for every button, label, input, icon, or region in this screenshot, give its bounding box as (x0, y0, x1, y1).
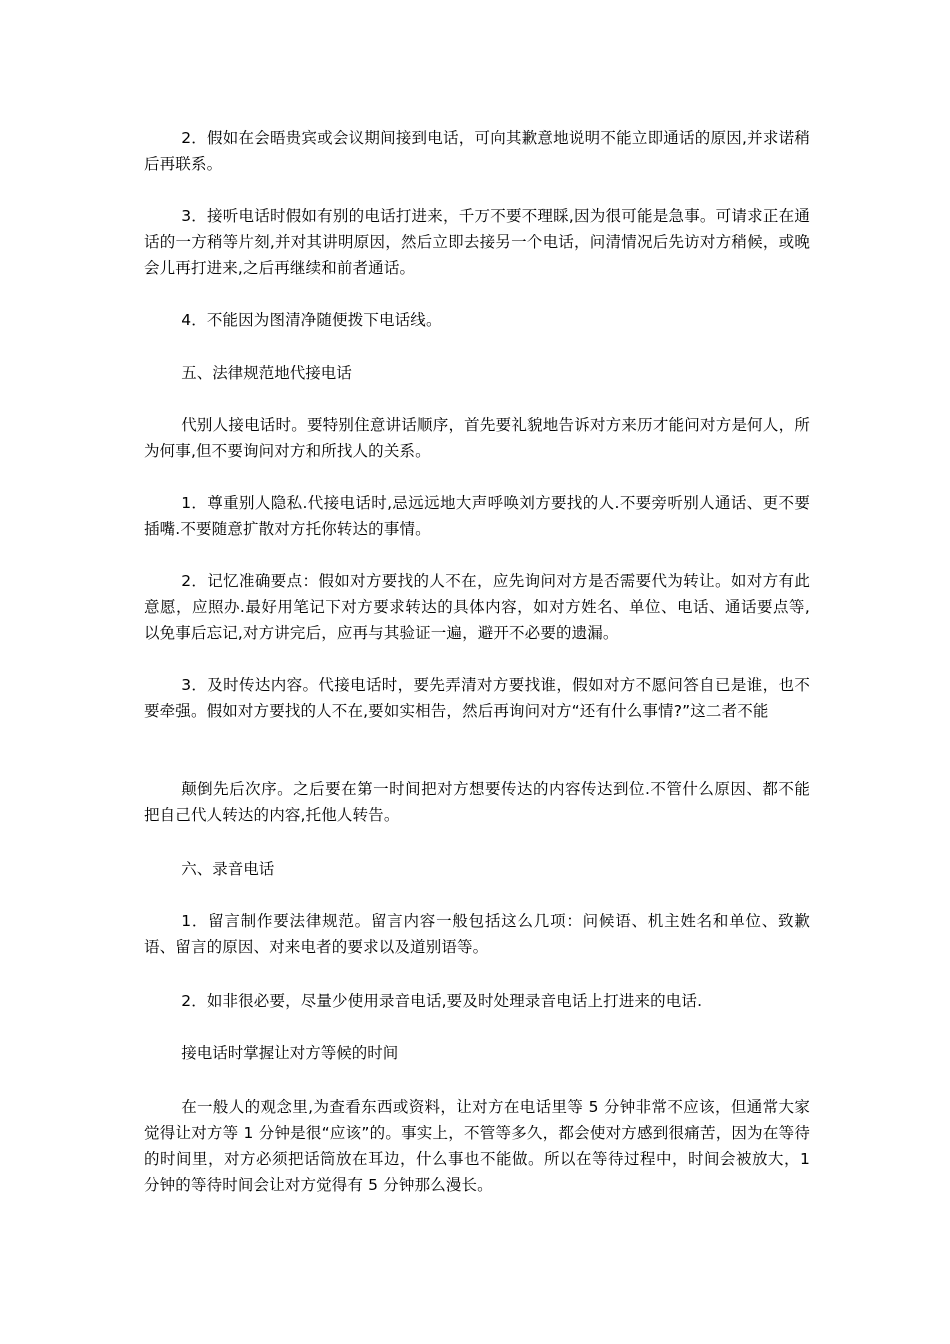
paragraph-item-2-meeting: 2．假如在会晤贵宾或会议期间接到电话，可向其歉意地说明不能立即通话的原因,并求诺稍后再联系。 (144, 129, 810, 173)
paragraph-waiting-time: 在一般人的观念里,为查看东西或资料，让对方在电话里等 5 分钟非常不应该，但通常大家觉得让对方等 1 分钟是很“应该”的。事实上，不管等多久，都会使对方感到很痛苦，因为在等待的时间里，对方必须把话筒放在耳边，什么事也不能做。所以在等待过程中，时间会被放大，1 分钟的等待时间会让对方觉得有 5 分钟那么漫长。 (144, 1098, 810, 1194)
section-heading-five: 五、法律规范地代接电话 (181, 364, 352, 382)
paragraph-proxy-order: 颠倒先后次序。之后要在第一时间把对方想要传达的内容传达到位.不管什么原因、都不能把自己代人转达的内容,托他人转告。 (144, 780, 810, 824)
paragraph-voicemail-usage: 2．如非很必要，尽量少使用录音电话,要及时处理录音电话上打进来的电话. (181, 992, 703, 1010)
paragraph-proxy-intro: 代别人接电话时。要特别住意讲话顺序，首先要礼貌地告诉对方来历才能问对方是何人，所为何事,但不要询问对方和所找人的关系。 (144, 416, 810, 460)
section-heading-six: 六、录音电话 (181, 860, 275, 878)
paragraph-item-4-phone-line: 4．不能因为图清净随便拨下电话线。 (181, 311, 442, 329)
paragraph-proxy-memory: 2．记忆准确要点：假如对方要找的人不在，应先询问对方是否需要代为转让。如对方有此意愿，应照办.最好用笔记下对方要求转达的具体内容，如对方姓名、单位、电话、通话要点等,以免事后忘记,对方讲完后，应再与其验证一遍，避开不必要的遗漏。 (144, 572, 810, 642)
paragraph-proxy-relay: 3．及时传达内容。代接电话时，要先弄清对方要找谁，假如对方不愿问答自已是谁，也不要牵强。假如对方要找的人不在,要如实相告，然后再询问对方“还有什么事情?”这二者不能 (144, 676, 810, 720)
paragraph-proxy-privacy: 1．尊重别人隐私.代接电话时,忌远远地大声呼唤刘方要找的人.不要旁听别人通话、更不要插嘴.不要随意扩散对方托你转达的事情。 (144, 494, 810, 538)
section-heading-waiting-time: 接电话时掌握让对方等候的时间 (181, 1044, 399, 1062)
paragraph-voicemail-message: 1．留言制作要法律规范。留言内容一般包括这么几项：问候语、机主姓名和单位、致歉语、留言的原因、对来电者的要求以及道别语等。 (144, 912, 810, 956)
paragraph-item-3-call-waiting: 3．接听电话时假如有别的电话打进来，千万不要不理睬,因为很可能是急事。可请求正在通话的一方稍等片刻,并对其讲明原因，然后立即去接另一个电话，问清情况后先访对方稍候，或晚会儿再打进来,之后再继续和前者通话。 (144, 207, 810, 277)
